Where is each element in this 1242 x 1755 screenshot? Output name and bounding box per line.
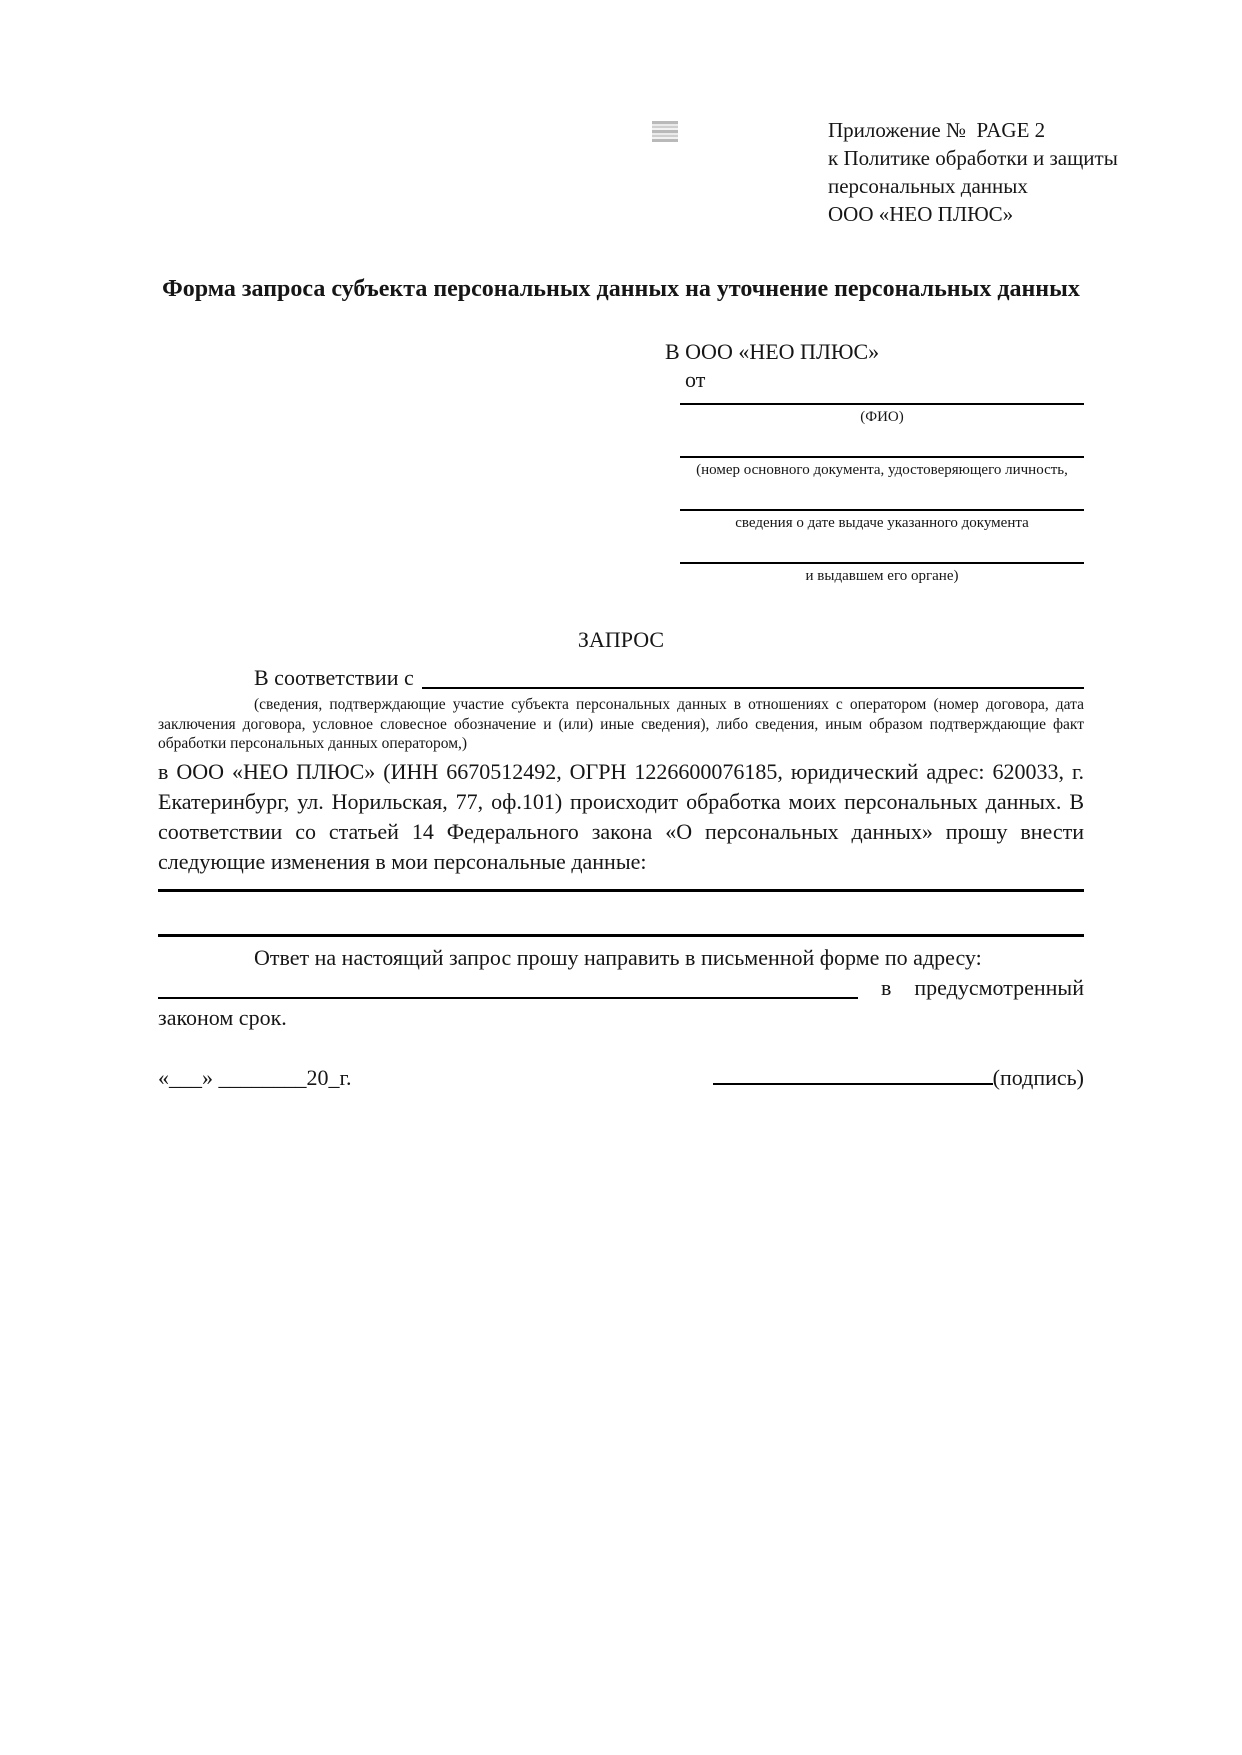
issue-date-field bbox=[680, 509, 1084, 532]
form-title: Форма запроса субъекта персональных данных на уточнение персональных данных bbox=[162, 276, 1080, 302]
document-number-caption: (номер основного документа, удостоверяющего личность, bbox=[696, 462, 1068, 478]
appendix-number-line: Приложение № PAGE 2 bbox=[828, 118, 1046, 142]
request-body-paragraph: в ООО «НЕО ПЛЮС» (ИНН 6670512492, ОГРН 1226600076185, юридический адрес: 620033, г. Екатеринбург, ул. Норильская, 77, оф.101) происходит обработка моих персональных данных. В соответствии со статьей 14 Федерального закона «О персональных данных» прошу внести следующие изменения в мои персональные данные: bbox=[158, 758, 1084, 874]
fio-field bbox=[680, 403, 1084, 426]
appendix-subject-line: персональных данных bbox=[828, 174, 1028, 198]
changes-blank-line-2[interactable] bbox=[158, 934, 1084, 937]
reply-word-predusmotrenny: предусмотренный bbox=[914, 974, 1084, 1000]
fine-print-note: (сведения, подтверждающие участие субъекта персональных данных в отношениях с оператором (номер договора, дата заключения договора, условное словесное обозначение и (или) иные сведения), либо сведения, иным образом подтверждающие факт обработки персональных данных оператором,) bbox=[158, 696, 1084, 752]
issuing-authority-blank-line[interactable] bbox=[680, 562, 1084, 564]
document-number-blank-line[interactable] bbox=[680, 456, 1084, 458]
signature-block bbox=[713, 1063, 1084, 1093]
intro-prefix: В соответствии с bbox=[254, 665, 414, 690]
signature-blank-line[interactable] bbox=[713, 1065, 993, 1085]
address-blank-line[interactable] bbox=[158, 997, 858, 999]
changes-blank-line-1[interactable] bbox=[158, 889, 1084, 892]
appendix-policy-line: к Политике обработки и защиты bbox=[828, 146, 1118, 170]
issuing-authority-caption: и выдавшем его органе) bbox=[805, 568, 959, 584]
date-blank[interactable]: «___» ________20_г. bbox=[158, 1064, 352, 1090]
fio-blank-line[interactable] bbox=[680, 403, 1084, 405]
issuing-authority-field bbox=[680, 562, 1084, 585]
addressee-company: В ООО «НЕО ПЛЮС» bbox=[665, 339, 880, 364]
document-number-field bbox=[680, 456, 1084, 479]
from-label: от bbox=[685, 367, 706, 392]
intro-blank-line[interactable] bbox=[422, 687, 1084, 689]
reply-word-v: в bbox=[881, 974, 892, 1000]
reply-address-line bbox=[158, 973, 1084, 1003]
appendix-company-line: ООО «НЕО ПЛЮС» bbox=[828, 202, 1014, 226]
field-code-icon bbox=[652, 121, 678, 142]
request-heading: ЗАПРОС bbox=[577, 627, 665, 652]
reply-sentence: Ответ на настоящий запрос прошу направить в письменной форме по адресу: bbox=[254, 944, 982, 970]
signature-caption: (подпись) bbox=[992, 1064, 1084, 1090]
reply-closing: законом срок. bbox=[158, 1004, 287, 1030]
appendix-header bbox=[828, 116, 1118, 228]
intro-line bbox=[158, 663, 1084, 693]
addressee-fields bbox=[680, 403, 1084, 585]
issue-date-blank-line[interactable] bbox=[680, 509, 1084, 511]
fio-caption: (ФИО) bbox=[860, 409, 904, 425]
date-signature-row bbox=[158, 1063, 1084, 1093]
issue-date-caption: сведения о дате выдаче указанного документа bbox=[735, 515, 1029, 531]
